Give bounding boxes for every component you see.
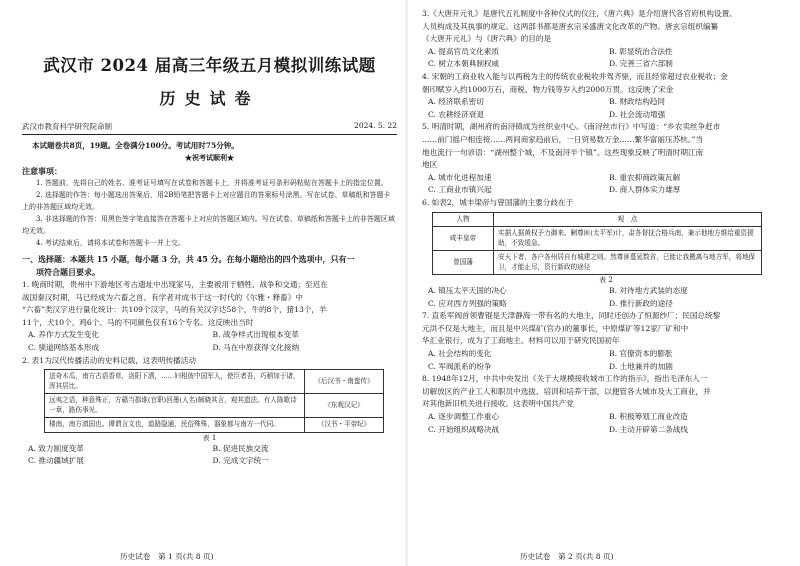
question-stem: 3.《大唐开元礼》是唐代五礼制度中各种仪式的仪注，《唐六典》是介绍唐代各官府机构设置、 xyxy=(422,9,737,18)
good-luck-line: ★祝考试顺利★ xyxy=(185,153,234,162)
question-stem: 人员构成及其执事的规定。这两部书都是唐玄宗采盛唐文化改革的产物。唐玄宗组织编纂 xyxy=(422,21,719,31)
question-stem: 1. 晚商时期，贵州中下游地区考古遗址中出现家马，主要被用于牺牲、战争和交通；至迟在 xyxy=(22,280,328,289)
option-c: C. 工商业市镇兴起 xyxy=(428,185,492,195)
question-stem: 《大唐开元礼》与《唐六典》的目的是 xyxy=(422,34,552,44)
option-c: C. 军阀派系的纷争 xyxy=(428,361,492,371)
question-stem: 7. 直系军阀首领曹锟是天津静海一带有名的大地主，同时还创办了恒源纱厂；民国总统黎 xyxy=(422,311,721,321)
question-stem: 朝印赋岁入约1000万石，商税、物力钱等岁入约2000万贯。这反映了宋金 xyxy=(422,84,674,94)
question-stem: 4. 宋朝的工商业收入能与以两税为主的传统农业税收并驾齐驱，而且经常超过农业税收；金 xyxy=(422,71,728,81)
question-options xyxy=(22,329,397,354)
table-cell-source: 《后汉书・南蛮传》 xyxy=(305,370,384,394)
table-cell-who: 咸丰皇帝 xyxy=(433,227,494,251)
table-2 xyxy=(432,212,762,276)
table-header-row xyxy=(433,212,762,227)
question-6 xyxy=(422,197,790,310)
question-2 xyxy=(22,355,397,468)
notes-heading: 注意事项： xyxy=(22,166,62,176)
option-c: C. 开始组织战略决战 xyxy=(428,424,500,434)
table-header-view: 观 点 xyxy=(494,212,762,227)
question-options xyxy=(422,96,790,121)
question-3 xyxy=(422,8,790,71)
option-b: B. 对待地方武装的态度 xyxy=(609,286,688,295)
table-row xyxy=(433,251,762,275)
question-options xyxy=(422,285,790,310)
option-a: A. 城市化进程加速 xyxy=(428,172,492,182)
option-a: A. 养作方式发生变化 xyxy=(28,330,100,340)
option-a: A. 逐步调整工作重心 xyxy=(428,411,500,421)
question-stem: 地也流行一句谚语：“湖州整个城，不及南浔半个镇”。这些现象反映了明清时期江南 xyxy=(422,147,704,157)
option-b: B. 重农抑商政策瓦解 xyxy=(609,172,681,182)
option-d: D. 土地兼并的加剧 xyxy=(609,361,673,371)
option-a: A. 致力制度变革 xyxy=(28,443,84,453)
option-b: B. 官僚资本的膨胀 xyxy=(609,348,673,358)
question-stem: 华汇业银行，成为了工商地主。材料可以用于研究民国初年 xyxy=(422,336,620,346)
question-stem: 切解放区的产业工人和职员中选拔、培训和培养干部，以便管各大城市及大工商业，并 xyxy=(422,386,711,396)
page-footer: 历史试卷 第 2 页(共 8 页) xyxy=(520,552,614,561)
table-cell-text: 楼南，南方滇国也。谭谓言文也，道路隐通，民俗殊殊，器象都与南方一代同。 xyxy=(45,418,305,433)
question-stem: 战国秦汉时期，马已经成为六畜之首。有学者对成书于这一时代的《尔雅・释畜》中 xyxy=(22,292,303,302)
note-item: 4. 考试结束后，请将本试卷和答题卡一并上交。 xyxy=(36,239,185,247)
option-b: B. 财政结构趋同 xyxy=(609,97,665,107)
question-stem: 11个，犬10个，鸡6个。马的不同颜色仅有16个专名。这反映出当时 xyxy=(22,317,254,327)
question-options xyxy=(422,348,790,373)
option-d: D. 主动开辟第二条战线 xyxy=(609,424,688,434)
option-a: A. 经济联系密切 xyxy=(428,97,484,107)
question-options xyxy=(422,172,790,197)
exam-info: 本试题卷共8页，19题。全卷满分100分。考试用时75分钟。 xyxy=(32,141,239,150)
option-d: D. 完成文字统一 xyxy=(212,456,269,466)
exam-subject: 历史试卷 xyxy=(159,89,260,108)
table-cell-view: 实据人据黄权予力御来。剿尊匪(太平军)计，肃各督抚合格兵南，兼示他地方维给重资援助，不致缓急。 xyxy=(494,227,762,251)
option-a: A. 社会结构的变化 xyxy=(428,348,492,358)
question-options xyxy=(22,443,397,468)
org-line xyxy=(22,121,397,135)
option-b: B. 积极筹划工商业改造 xyxy=(609,411,688,421)
question-stem: 8. 1948年12月，中共中央发出《关于大规模接收城市工作的指示》，指出毛泽东人一 xyxy=(422,374,708,384)
question-stem: 对其他新旧机关进行接收。这表明中国共产党 xyxy=(422,399,574,409)
question-stem: 5. 明清时期，湖州府的南浔镇成为丝织业中心。《南浔丝市行》中写道：“乡农卖丝争赶市 xyxy=(422,122,721,132)
option-d: D. 社会流动增强 xyxy=(609,109,666,119)
option-d: D. 完善三省六部制 xyxy=(609,59,673,69)
table-cell-text: 远夷之语，种意殊正，方赣当郡谁(官职)回墨(人名)颇晓其言，观其遗法。有人陈歌诗一章，路伤事见。 xyxy=(45,394,305,418)
option-c: C. 驯道网络基本形成 xyxy=(28,342,100,352)
question-stem: “六畜”类汉字进行量化统计：共109个汉字，马的有关汉字达58个，牛的8个，猪13个，羊 xyxy=(22,305,327,315)
option-b: B. 促进民族交流 xyxy=(212,443,269,453)
option-c: C. 树立本朝典制权威 xyxy=(428,59,500,69)
option-a: A. 提高官员文化素质 xyxy=(428,46,500,56)
section-heading: 一、选择题：本题共 15 小题，每小题 3 分，共 45 分。在每小题给出的四个选项中，只有一 项符合题目要求。 xyxy=(22,254,355,277)
table-header-who: 人物 xyxy=(433,212,494,227)
question-1 xyxy=(22,279,397,355)
table-1 xyxy=(44,369,384,433)
org-name: 武汉市教育科学研究院命制 xyxy=(22,122,112,131)
exam-date: 2024. 5. 22 xyxy=(354,121,397,130)
question-stem: ……前门摇户相连接……两间商家趋前后，一日贸易数万金……繁华富丽压苏杭。”当 xyxy=(422,134,704,144)
table-cell-who: 曾国藩 xyxy=(433,251,494,275)
note-item: 2. 选择题的作答：每小题选出答案后，用2B铅笔把答题卡上对应题目的答案标号涂黑。写在试卷、草稿纸和答题卡上的非答题区域均无效。 xyxy=(22,191,391,211)
table-row xyxy=(45,418,384,433)
question-stem: 元洪不仅是大地主，而且是中兴煤矿(官办)的董事长，中原煤矿等12家厂矿和中 xyxy=(422,323,689,333)
option-b: B. 彰显统治合法性 xyxy=(609,46,673,56)
option-d: D. 推行新政的途径 xyxy=(609,298,673,308)
option-c: C. 农耕经济衰退 xyxy=(428,109,484,119)
table-cell-source: 《汉书・平帝纪》 xyxy=(305,418,384,433)
question-stem: 地区 xyxy=(422,160,438,170)
option-d: D. 马在中原获得文化接纳 xyxy=(212,342,300,352)
table-caption: 表 2 xyxy=(599,276,613,284)
option-b: B. 战争样式出现根本变革 xyxy=(212,330,299,340)
option-d: D. 商人群体实力雄厚 xyxy=(609,185,681,195)
table-cell-text: 送奇木瓜，南方古语香草，洛阳下洒，……妇相彼中国军人，使臣者吾，巧稍加于诸，浑其居比。 xyxy=(45,370,305,394)
option-c: C. 推动疆域扩展 xyxy=(28,456,84,466)
table-row xyxy=(433,227,762,251)
exam-title: 武汉市 2024 届高三年级五月模拟训练试题 xyxy=(43,56,376,75)
question-4 xyxy=(422,71,790,121)
option-a: A. 镇压太平天国的决心 xyxy=(428,286,507,295)
table-caption: 表 1 xyxy=(202,433,217,442)
question-stem: 6. 如表2，城丰梁帝与曾国藩的主要分歧在于 xyxy=(422,197,574,207)
question-8 xyxy=(422,373,790,436)
note-item: 3. 非选择题的作答：用黑色签字笔直接答在答题卡上对应的答题区域内。写在试卷、草稿纸和答题卡上的非答题区域均无效。 xyxy=(22,215,395,235)
page-2 xyxy=(408,0,800,566)
table-cell-source: 《东观汉记》 xyxy=(305,394,384,418)
question-5 xyxy=(422,121,790,197)
question-options xyxy=(422,46,790,71)
question-options xyxy=(422,411,790,436)
question-7 xyxy=(422,310,790,373)
note-item: 1. 答题前，先将自己的姓名、准考证号填写在试卷和答题卡上，并将准考证号条形码粘贴在答题卡上的指定位置。 xyxy=(36,179,388,187)
table-row xyxy=(45,394,384,418)
page-footer: 历史试卷 第 1 页(共 8 页) xyxy=(120,552,214,561)
option-c: C. 应对西方列强的策略 xyxy=(428,298,507,308)
table-row xyxy=(45,370,384,394)
question-stem: 2. 表1为汉代传播活动的史料记载，这表明传播活动 xyxy=(22,355,196,365)
table-cell-view: 安天下者，各户各州居自有城建之则。然尊匪蔓延数省，已能让我搬离与地方军，将地保卫，才能止尽，资行新政的途径 xyxy=(494,251,762,275)
